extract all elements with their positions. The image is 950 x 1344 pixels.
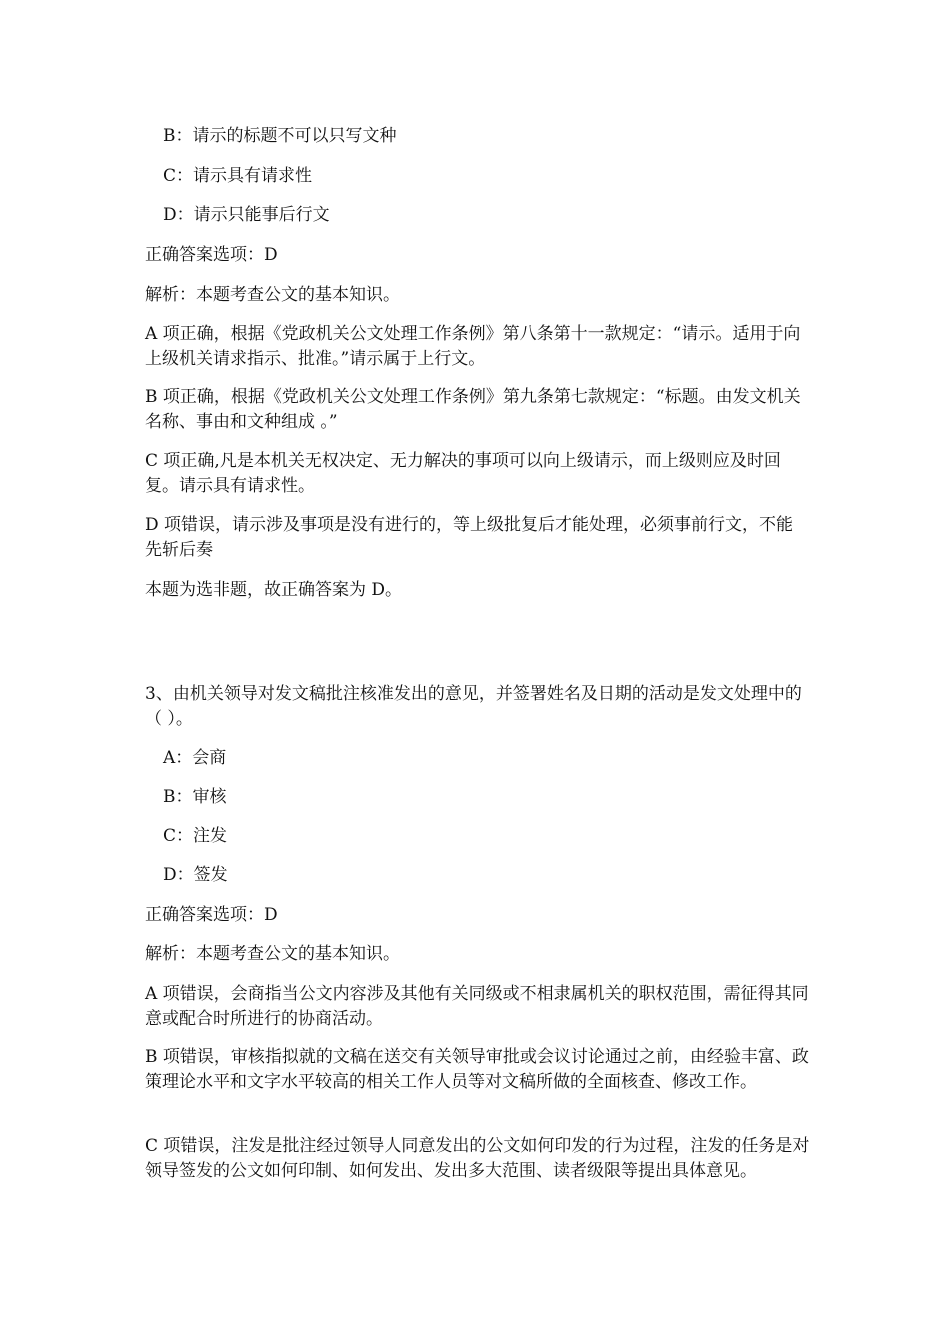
q3-analysis-intro: 解析：本题考查公文的基本知识。 (145, 944, 400, 964)
q2-option-c: C：请示具有请求性 (163, 166, 313, 186)
q2-explanation-a: A 项正确，根据《党政机关公文处理工作条例》第八条第十一款规定：“请示。适用于向上级机关请求指示、批准。”请示属于上行文。 (145, 324, 801, 369)
q3-option-c: C：注发 (163, 826, 228, 846)
q3-option-b: B：审核 (163, 787, 227, 807)
q3-option-d: D：签发 (163, 865, 228, 885)
q3-answer: 正确答案选项：D (145, 905, 278, 925)
q3-explanation-b: B 项错误，审核指拟就的文稿在送交有关领导审批或会议讨论通过之前，由经验丰富、政策理论水平和文字水平较高的相关工作人员等对文稿所做的全面核查、修改工作。 (145, 1047, 809, 1092)
q2-analysis-intro: 解析：本题考查公文的基本知识。 (145, 285, 400, 305)
q2-answer: 正确答案选项：D (145, 245, 278, 265)
q3-explanation-c: C 项错误，注发是批注经过领导人同意发出的公文如何印发的行为过程，注发的任务是对领导签发的公文如何印制、如何发出、发出多大范围、读者级限等提出具体意见。 (145, 1136, 810, 1181)
q3-question: 3、由机关领导对发文稿批注核准发出的意见，并签署姓名及日期的活动是发文处理中的（ ）。 (145, 684, 802, 729)
q2-option-d: D：请示只能事后行文 (163, 205, 330, 225)
q2-option-b: B：请示的标题不可以只写文种 (163, 126, 397, 146)
q3-explanation-a: A 项错误，会商指当公文内容涉及其他有关同级或不相隶属机关的职权范围，需征得其同意或配合时所进行的协商活动。 (145, 984, 809, 1029)
q2-explanation-b: B 项正确，根据《党政机关公文处理工作条例》第九条第七款规定：“标题。由发文机关名称、事由和文种组成 。” (145, 387, 801, 432)
q2-explanation-c: C 项正确,凡是本机关无权决定、无力解决的事项可以向上级请示，而上级则应及时回复。请示具有请求性。 (145, 451, 781, 496)
q3-option-a: A：会商 (163, 748, 227, 768)
q2-conclusion: 本题为选非题，故正确答案为 D。 (145, 580, 403, 600)
q2-explanation-d: D 项错误，请示涉及事项是没有进行的，等上级批复后才能处理，必须事前行文，不能先斩后奏 (145, 515, 794, 560)
